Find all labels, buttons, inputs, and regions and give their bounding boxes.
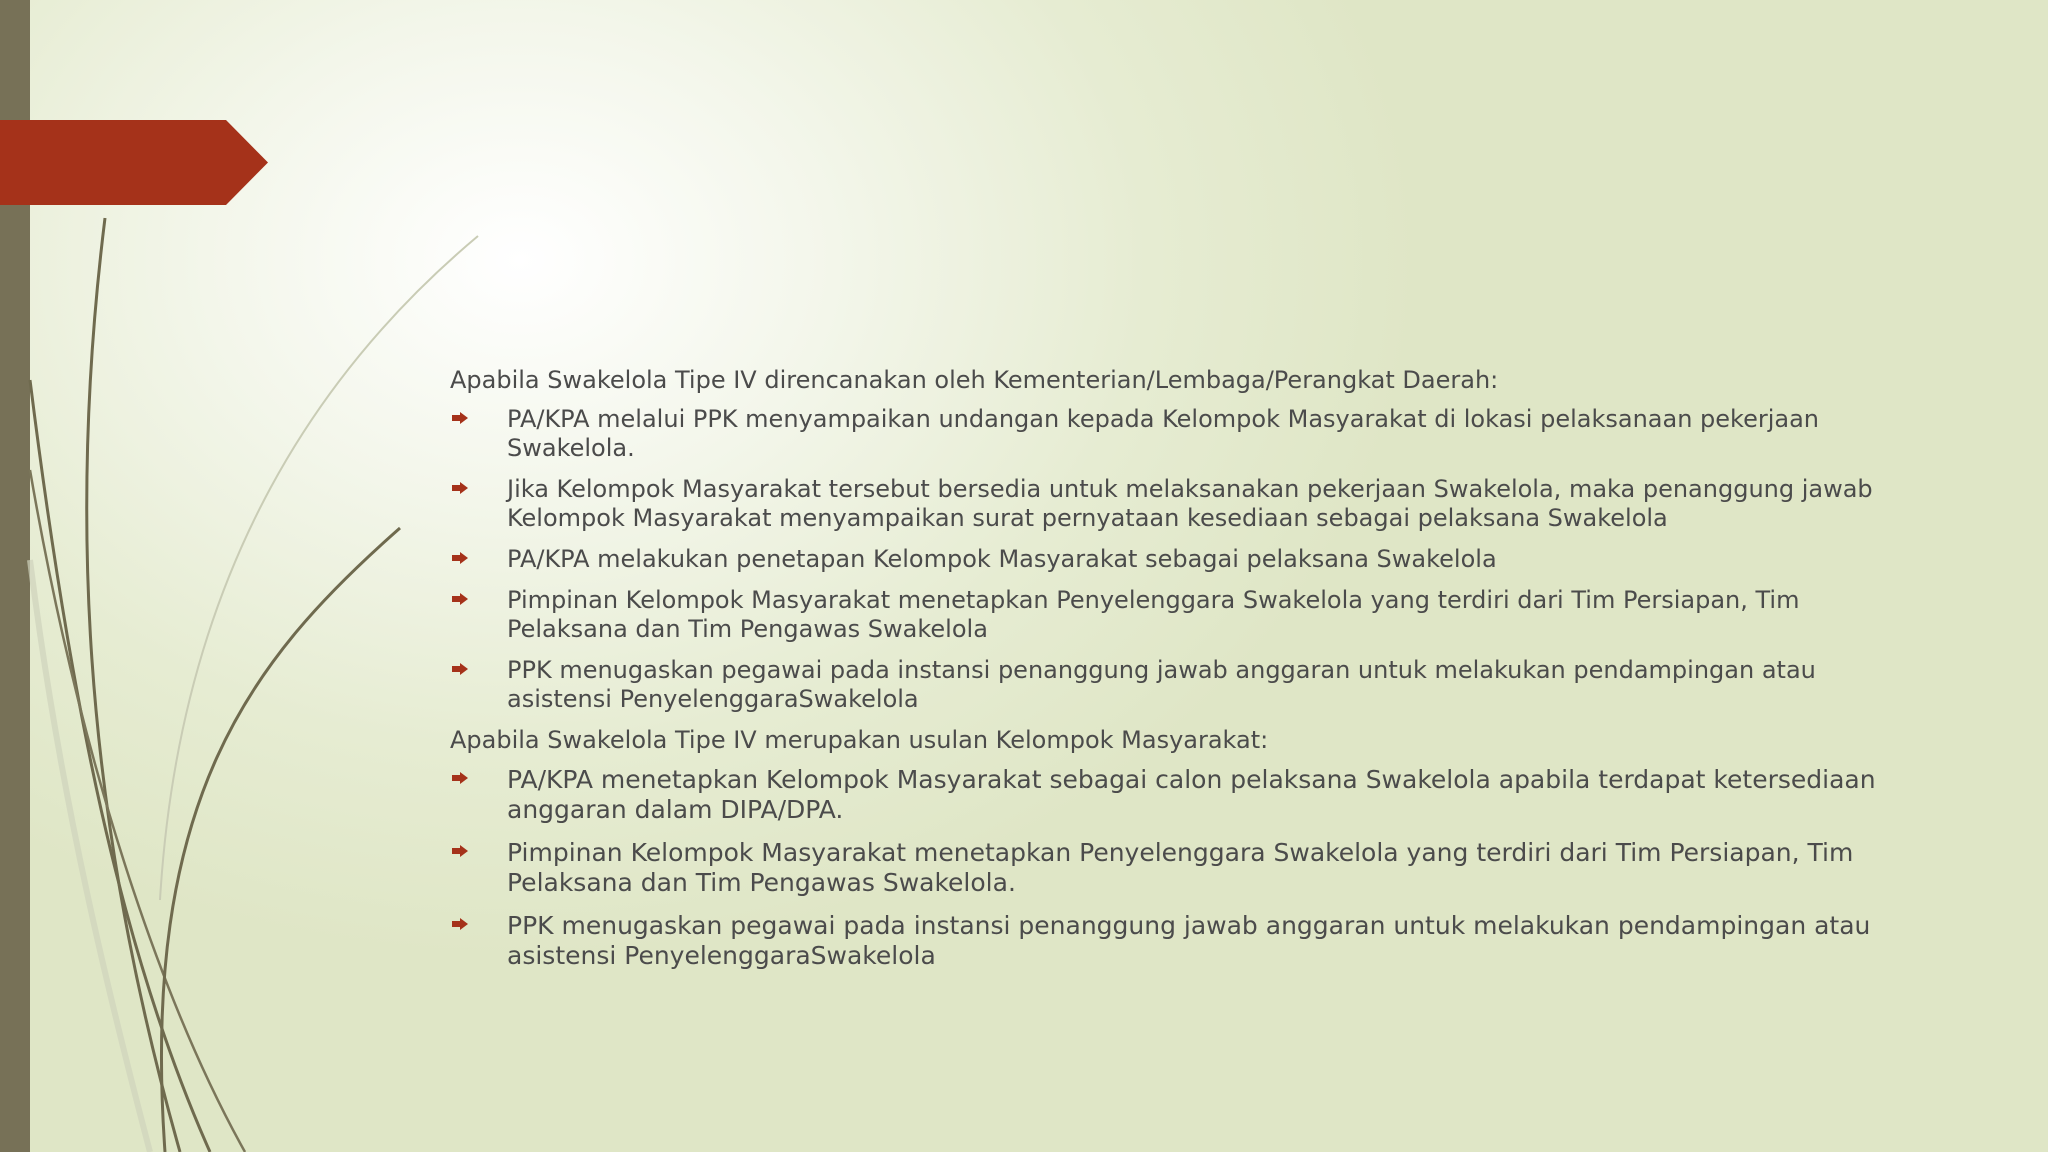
list-item-text: PA/KPA melalui PPK menyampaikan undangan kepada Kelompok Masyarakat di lokasi pelaksanaan pekerjaan Swakelola. — [507, 405, 1820, 462]
right-arrow-icon — [452, 918, 468, 930]
right-arrow-icon — [452, 552, 468, 564]
right-arrow-icon — [452, 772, 468, 784]
list-item-text: PPK menugaskan pegawai pada instansi penanggung jawab anggaran untuk melakukan pendampingan atau asistensi PenyelenggaraSwakelola — [507, 656, 1816, 713]
list-item — [450, 911, 1920, 971]
right-arrow-icon — [452, 482, 468, 494]
list-item — [450, 838, 1920, 898]
list-item-text: Pimpinan Kelompok Masyarakat menetapkan Penyelenggara Swakelola yang terdiri dari Tim Persiapan, Tim Pelaksana dan Tim Pengawas Swakelola. — [507, 838, 1854, 897]
right-arrow-icon — [452, 593, 468, 605]
right-arrow-icon — [452, 663, 468, 675]
title-tab-shape — [0, 120, 268, 205]
list-item-text: PPK menugaskan pegawai pada instansi penanggung jawab anggaran untuk melakukan pendampingan atau asistensi PenyelenggaraSwakelola — [507, 911, 1871, 970]
list-item-text: Pimpinan Kelompok Masyarakat menetapkan Penyelenggara Swakelola yang terdiri dari Tim Persiapan, Tim Pelaksana dan Tim Pengawas Swakelola — [507, 586, 1800, 643]
bullet-list-2 — [450, 765, 1920, 971]
list-item — [450, 765, 1920, 825]
section-heading-1: Apabila Swakelola Tipe IV direncanakan oleh Kementerian/Lembaga/Perangkat Daerah: — [450, 366, 1499, 394]
list-item — [450, 586, 1920, 644]
list-item — [450, 545, 1920, 574]
bullet-list-1 — [450, 405, 1920, 714]
list-item — [450, 656, 1920, 714]
slide-content — [450, 366, 1920, 984]
list-item-text: PA/KPA menetapkan Kelompok Masyarakat sebagai calon pelaksana Swakelola apabila terdapat ketersediaan anggaran dalam DIPA/DPA. — [507, 765, 1876, 824]
list-item — [450, 475, 1920, 533]
right-arrow-icon — [452, 412, 468, 424]
section-heading-2: Apabila Swakelola Tipe IV merupakan usulan Kelompok Masyarakat: — [450, 726, 1269, 754]
list-item-text: PA/KPA melakukan penetapan Kelompok Masyarakat sebagai pelaksana Swakelola — [507, 545, 1497, 573]
right-arrow-icon — [452, 845, 468, 857]
list-item-text: Jika Kelompok Masyarakat tersebut bersedia untuk melaksanakan pekerjaan Swakelola, maka penanggung jawab Kelompok Masyarakat menyampaikan surat pernyataan kesediaan sebagai pelaksana Swakelola — [507, 475, 1873, 532]
list-item — [450, 405, 1920, 463]
